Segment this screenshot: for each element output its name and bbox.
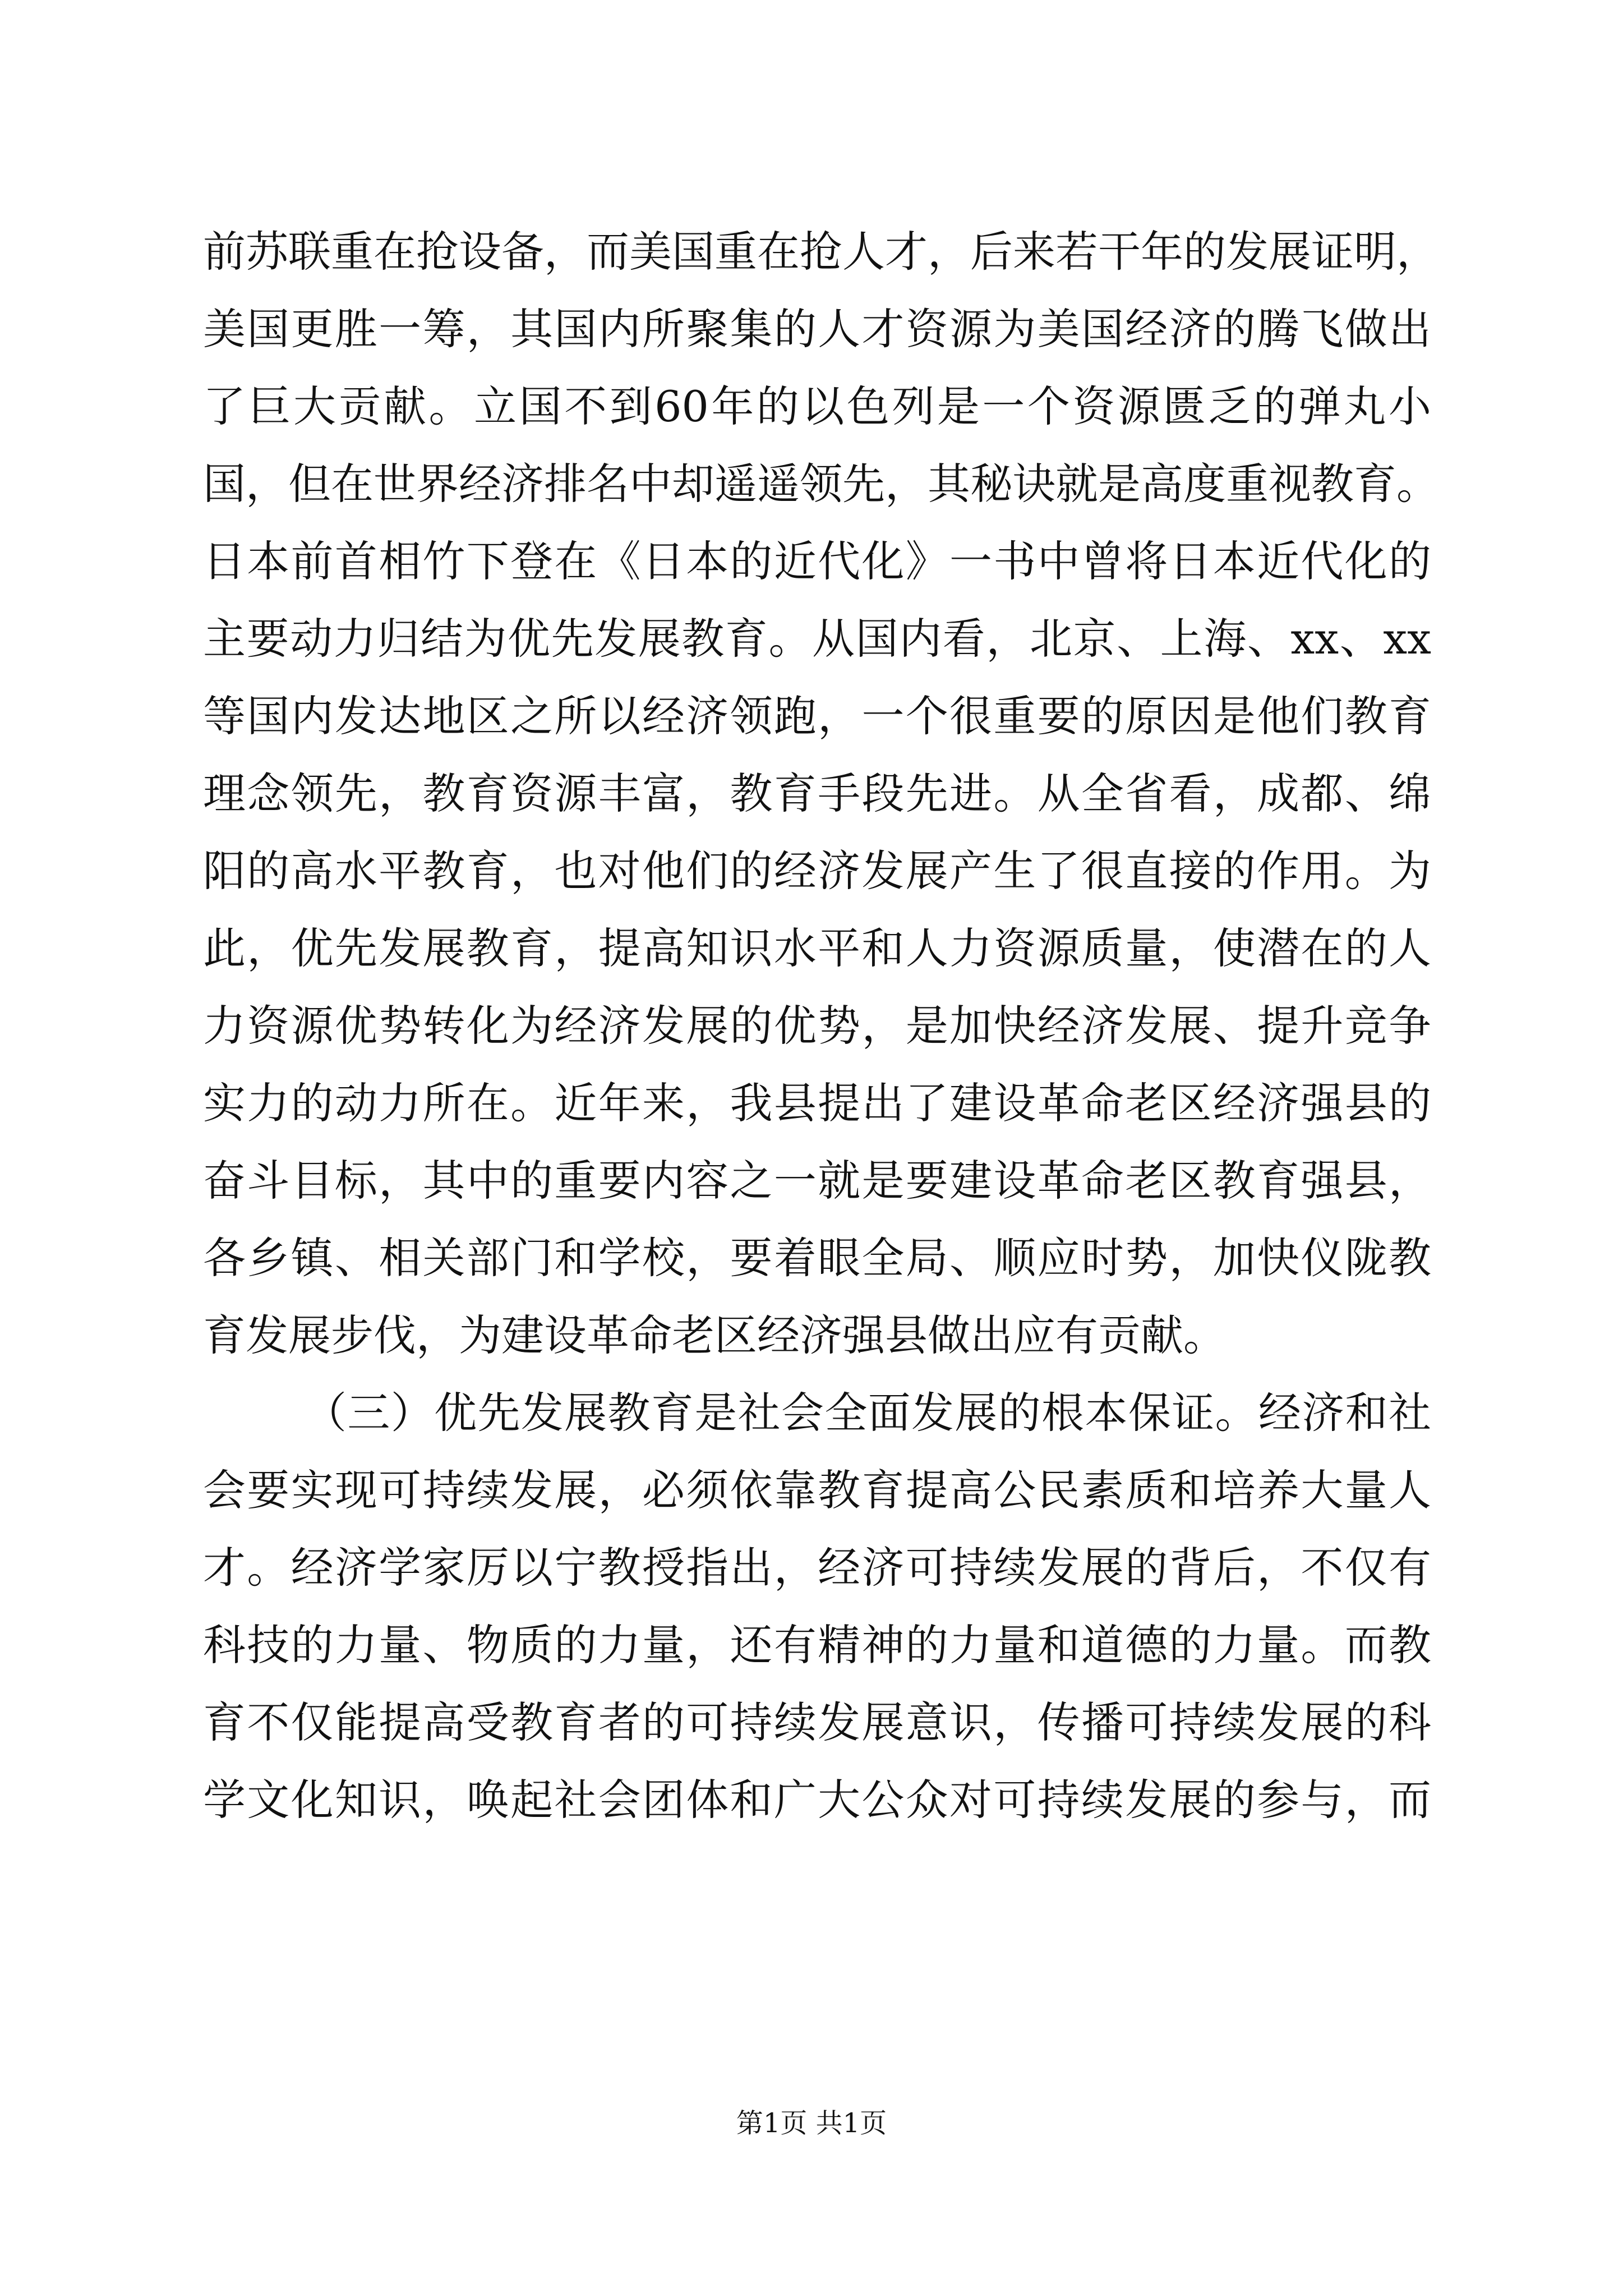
text-line: 科技的力量、物质的力量，还有精神的力量和道德的力量。而教 bbox=[203, 1620, 1431, 1670]
text-line: 会要实现可持续发展，必须依靠教育提高公民素质和培养大量人 bbox=[203, 1465, 1431, 1515]
text-line: 主要动力归结为优先发展教育。从国内看，北京、上海、xx、xx bbox=[203, 614, 1431, 664]
text-line: 理念领先，教育资源丰富，教育手段先进。从全省看，成都、绵 bbox=[203, 769, 1431, 818]
text-line: 才。经济学家厉以宁教授指出，经济可持续发展的背后，不仅有 bbox=[203, 1543, 1431, 1593]
text-line: 了巨大贡献。立国不到60年的以色列是一个资源匮乏的弹丸小 bbox=[203, 381, 1431, 431]
text-line: 国，但在世界经济排名中却遥遥领先，其秘诀就是高度重视教育。 bbox=[203, 459, 1439, 509]
page-footer: 第1页 共1页 bbox=[736, 2108, 887, 2139]
text-line: 力资源优势转化为经济发展的优势，是加快经济发展、提升竞争 bbox=[203, 1001, 1431, 1051]
text-line: 前苏联重在抢设备，而美国重在抢人才，后来若干年的发展证明， bbox=[203, 227, 1439, 277]
text-line: 此，优先发展教育，提高知识水平和人力资源质量，使潜在的人 bbox=[203, 923, 1431, 973]
text-line: 等国内发达地区之所以经济领跑，一个很重要的原因是他们教育 bbox=[203, 691, 1431, 741]
document-body bbox=[203, 213, 1439, 1839]
text-line: 育发展步伐，为建设革命老区经济强县做出应有贡献。 bbox=[203, 1310, 1226, 1360]
text-line: 日本前首相竹下登在《日本的近代化》一书中曾将日本近代化的 bbox=[203, 536, 1431, 586]
paragraph-1 bbox=[203, 213, 1439, 1374]
text-line: 阳的高水平教育，也对他们的经济发展产生了很直接的作用。为 bbox=[203, 846, 1431, 896]
text-line: 实力的动力所在。近年来，我县提出了建设革命老区经济强县的 bbox=[203, 1078, 1431, 1128]
text-line: 学文化知识，唤起社会团体和广大公众对可持续发展的参与，而 bbox=[203, 1775, 1431, 1825]
text-line: （三）优先发展教育是社会全面发展的根本保证。经济和社 bbox=[304, 1388, 1431, 1438]
text-line: 各乡镇、相关部门和学校，要着眼全局、顺应时势，加快仪陇教 bbox=[203, 1233, 1431, 1283]
text-line: 奋斗目标，其中的重要内容之一就是要建设革命老区教育强县， bbox=[203, 1156, 1431, 1205]
paragraph-2 bbox=[203, 1374, 1431, 1839]
text-line: 美国更胜一筹，其国内所聚集的人才资源为美国经济的腾飞做出 bbox=[203, 304, 1431, 354]
text-line: 育不仅能提高受教育者的可持续发展意识，传播可持续发展的科 bbox=[203, 1697, 1431, 1747]
